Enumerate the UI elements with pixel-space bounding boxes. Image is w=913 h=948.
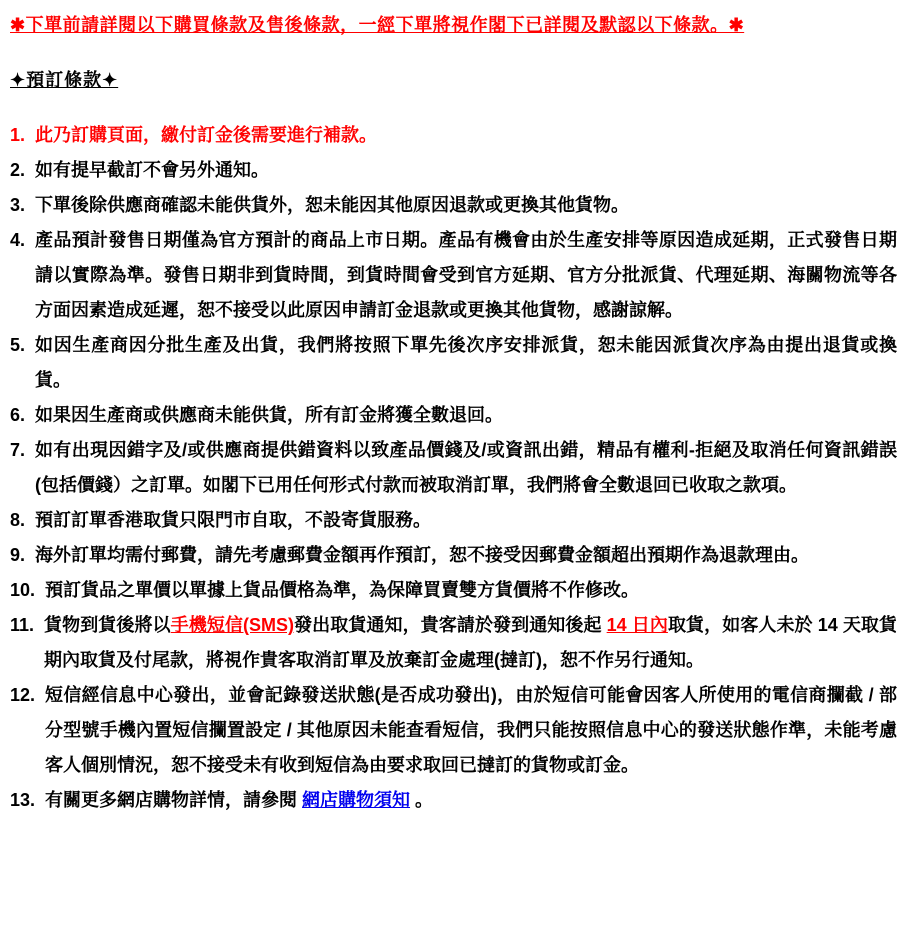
term-item — [10, 503, 897, 538]
term-number: 5. — [10, 335, 26, 356]
term-text — [35, 328, 897, 398]
term-number: 6. — [10, 405, 26, 426]
term-segment: 如有提早截訂不會另外通知。 — [35, 160, 270, 181]
term-text — [35, 188, 897, 223]
terms-list — [10, 118, 897, 818]
term-item — [10, 678, 897, 783]
term-number: 2. — [10, 160, 26, 181]
term-item — [10, 328, 897, 398]
term-text — [45, 783, 897, 818]
term-segment: 手機短信(SMS) — [170, 615, 294, 636]
term-segment: 發出取貨通知，貴客請於發到通知後起 — [293, 615, 607, 636]
term-item — [10, 433, 897, 503]
term-segment: 短信經信息中心發出，並會記錄發送狀態(是否成功發出)，由於短信可能會因客人所使用的電信商攔截 / 部分型號手機內置短信攔置設定 / 其他原因未能查看短信，我們只能按照信息中心的發送狀態作準，未能考慮客人個別情況，恕不接受未有收到短信為由要求取回已撻訂的貨物或訂金。 — [45, 685, 897, 776]
term-segment: 產品預計發售日期僅為官方預計的商品上市日期。產品有機會由於生產安排等原因造成延期，正式發售日期請以實際為準。發售日期非到貨時間，到貨時間會受到官方延期、官方分批派貨、代理延期、海關物流等各方面因素造成延遲，恕不接受以此原因申請訂金退款或更換其他貨物，感謝諒解。 — [35, 230, 897, 321]
term-segment: 14 日內 — [606, 615, 668, 636]
term-segment: 如有出現因錯字及/或供應商提供錯資料以致產品價錢及/或資訊出錯，精品有權利-拒絕及取消任何資訊錯誤(包括價錢）之訂單。如閣下已用任何形式付款而被取消訂單，我們將會全數退回已收取之款項。 — [35, 440, 897, 496]
term-item — [10, 223, 897, 328]
term-text — [45, 678, 897, 783]
term-item — [10, 118, 897, 153]
term-segment: 有關更多網店購物詳情，請參閱 — [45, 790, 303, 811]
term-segment: 預訂貨品之單價以單據上貨品價格為準，為保障買賣雙方貨價將不作修改。 — [45, 580, 640, 601]
term-text — [35, 118, 897, 153]
term-text — [35, 223, 897, 328]
term-number: 9. — [10, 545, 26, 566]
term-number: 1. — [10, 125, 26, 146]
term-number: 12. — [10, 685, 36, 706]
term-segment: 此乃訂購頁面，繳付訂金後需要進行補款。 — [35, 125, 378, 146]
term-number: 3. — [10, 195, 26, 216]
shop-guide-link[interactable]: 網店購物須知 — [302, 790, 411, 811]
term-segment: 如果因生產商或供應商未能供貨，所有訂金將獲全數退回。 — [35, 405, 504, 426]
term-number: 10. — [10, 580, 36, 601]
term-segment: 預訂訂單香港取貨只限門市自取，不設寄貨服務。 — [35, 510, 432, 531]
term-segment: 下單後除供應商確認未能供貨外，恕未能因其他原因退款或更換其他貨物。 — [35, 195, 630, 216]
term-text — [35, 538, 897, 573]
term-number: 8. — [10, 510, 26, 531]
term-number: 4. — [10, 230, 26, 251]
term-item — [10, 153, 897, 188]
term-number: 13. — [10, 790, 36, 811]
term-text — [44, 608, 897, 678]
term-number: 11. — [10, 615, 35, 636]
term-segment: 取貨，如客人未於 14 天取貨期內取貨及付尾款，將視作貴客取消訂單及放棄訂金處理(撻訂)，恕不作另行通知。 — [44, 615, 898, 671]
term-text — [45, 573, 897, 608]
term-segment: 貨物到貨後將以 — [44, 615, 171, 636]
term-text — [35, 503, 897, 538]
purchase-notice: ✱下單前請詳閱以下購買條款及售後條款，一經下單將視作閣下已詳閱及默認以下條款。✱ — [10, 15, 745, 35]
term-item — [10, 608, 897, 678]
term-item — [10, 538, 897, 573]
term-item — [10, 573, 897, 608]
term-item — [10, 783, 897, 818]
term-text — [35, 398, 897, 433]
term-segment: 。 — [410, 790, 434, 811]
term-item — [10, 188, 897, 223]
term-text — [35, 153, 897, 188]
term-segment: 海外訂單均需付郵費，請先考慮郵費金額再作預訂，恕不接受因郵費金額超出預期作為退款理由。 — [35, 545, 810, 566]
section-title: ✦預訂條款✦ — [10, 70, 119, 91]
term-item — [10, 398, 897, 433]
term-text — [35, 433, 897, 503]
term-segment: 如因生產商因分批生產及出貨，我們將按照下單先後次序安排派貨，恕未能因派貨次序為由提出退貨或換貨。 — [35, 335, 897, 391]
term-number: 7. — [10, 440, 26, 461]
